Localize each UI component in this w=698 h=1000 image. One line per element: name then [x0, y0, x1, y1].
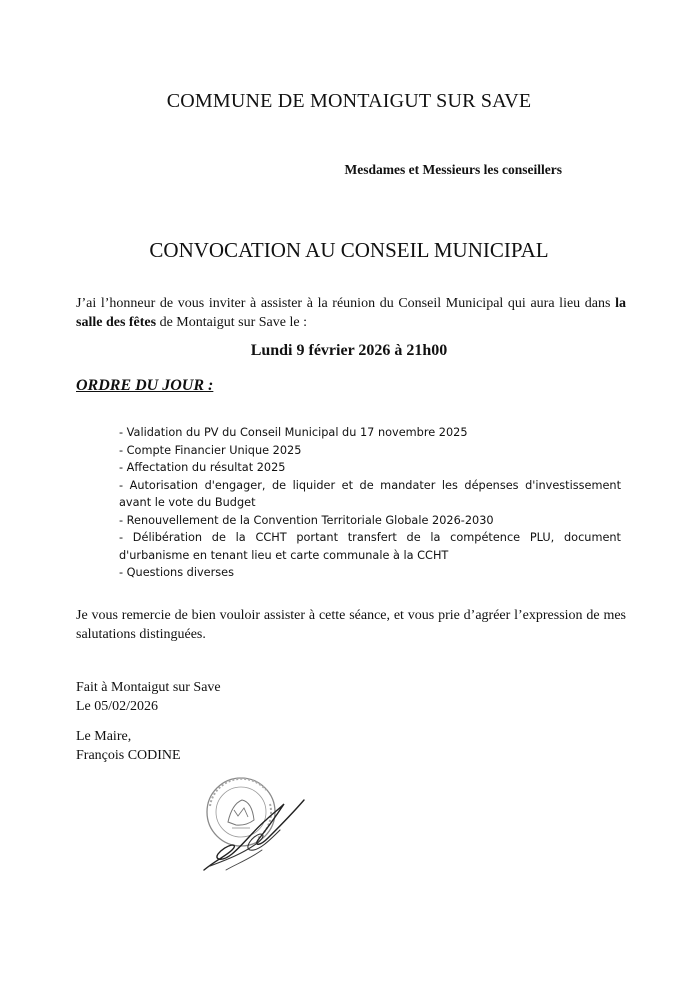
mayor-name: François CODINE — [76, 748, 181, 763]
agenda-item: - Délibération de la CCHT portant transfert de la compétence PLU, document d'urbanisme en tenant lieu et carte communale à la CCHT — [119, 531, 621, 562]
agenda-item: - Compte Financier Unique 2025 — [119, 443, 302, 457]
agenda-item: - Renouvellement de la Convention Territoriale Globale 2026-2030 — [119, 513, 494, 527]
signing-date: Le 05/02/2026 — [76, 699, 159, 714]
agenda-list — [119, 424, 621, 582]
intro-venue: la salle des fêtes — [76, 296, 626, 330]
intro-text-end: de Montaigut sur Save le : — [156, 315, 307, 330]
agenda-item: - Validation du PV du Conseil Municipal du 17 novembre 2025 — [119, 426, 468, 439]
agenda-item: - Affectation du résultat 2025 — [119, 461, 286, 474]
place-date-block — [76, 678, 221, 716]
mayor-block — [76, 727, 181, 765]
agenda-heading: ORDRE DU JOUR : — [76, 377, 214, 394]
mayor-role: Le Maire, — [76, 729, 132, 744]
official-seal-icon — [196, 770, 316, 880]
commune-header: COMMUNE DE MONTAIGUT SUR SAVE — [166, 90, 532, 112]
intro-text-start: J’ai l’honneur de vous inviter à assister à la réunion du Conseil Municipal qui aura lieu dans — [76, 296, 616, 311]
closing-paragraph: Je vous remercie de bien vouloir assister à cette séance, et vous prie d’agréer l’expression de mes salutations distinguées. — [76, 608, 626, 642]
signing-place: Fait à Montaigut sur Save — [76, 680, 221, 695]
agenda-item: - Questions diverses — [119, 566, 234, 579]
document-title: CONVOCATION AU CONSEIL MUNICIPAL — [149, 238, 549, 262]
meeting-date: Lundi 9 février 2026 à 21h00 — [250, 342, 448, 359]
agenda-item: - Autorisation d'engager, de liquider et de mandater les dépenses d'investissement avant le vote du Budget — [119, 478, 621, 509]
seal-and-signature — [196, 770, 316, 880]
intro-paragraph — [76, 294, 626, 332]
recipients-line: Mesdames et Messieurs les conseillers — [344, 162, 562, 177]
